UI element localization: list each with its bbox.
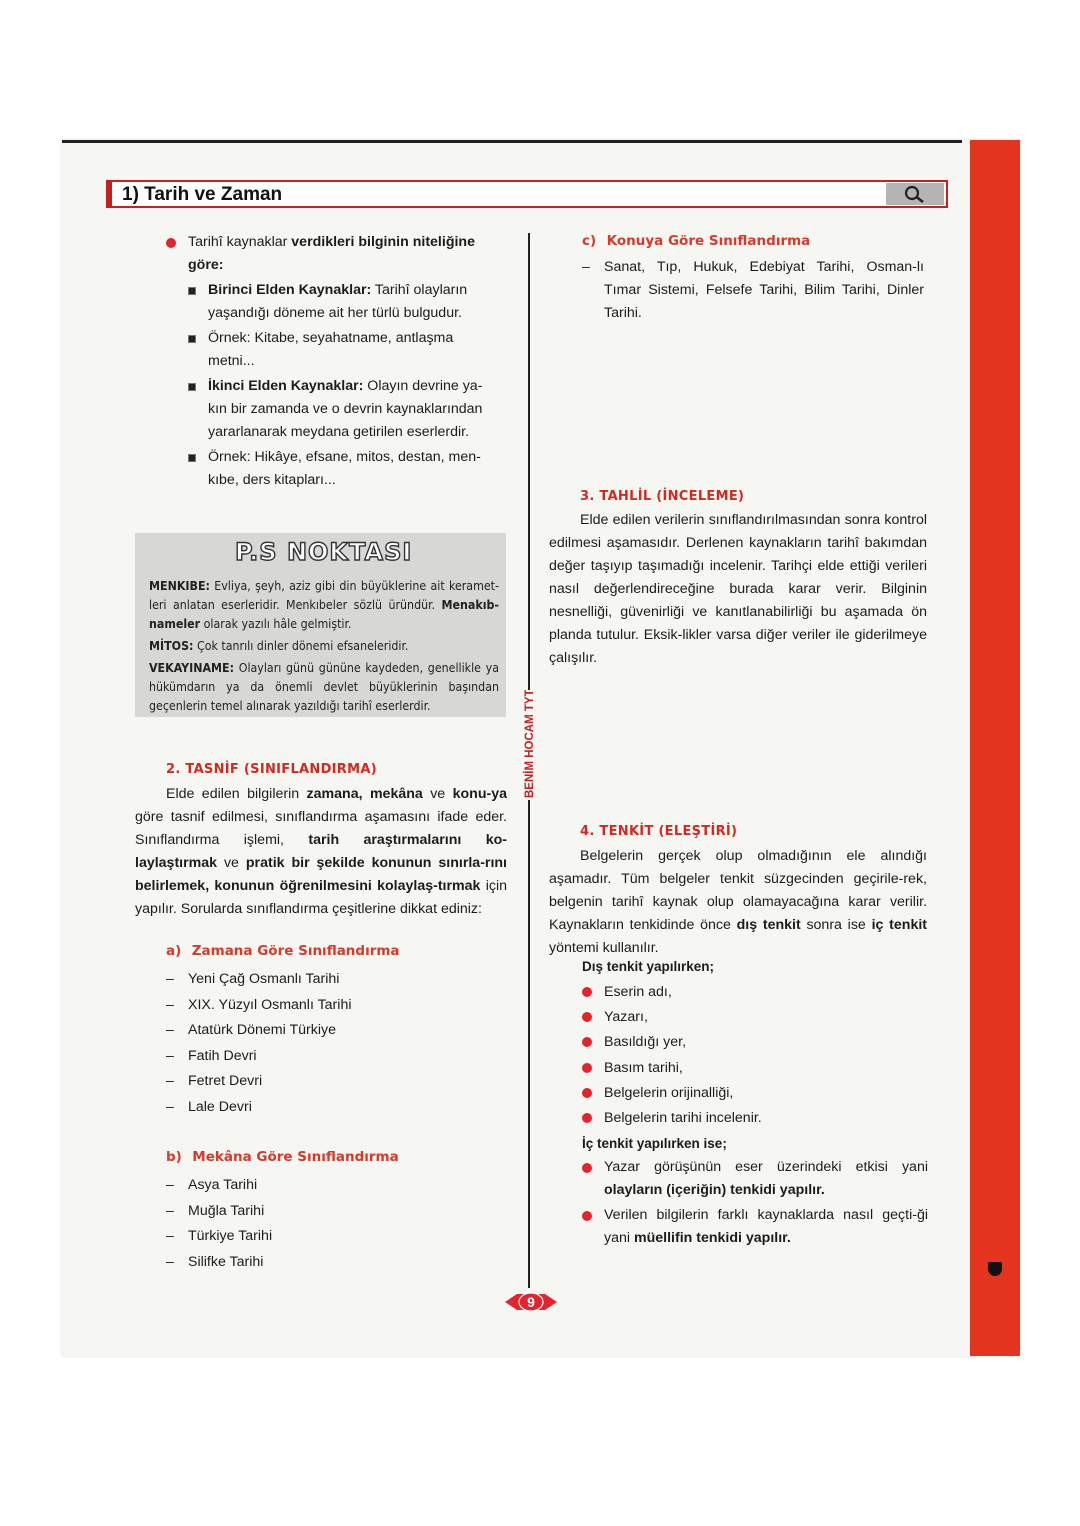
tenkit-p2: sonra ise [800, 917, 872, 933]
list-item-text: Yeni Çağ Osmanlı Tarihi [188, 971, 340, 987]
list-item-text: Yazarı, [604, 1009, 648, 1026]
list-item-text: Basıldığı yer, [604, 1034, 687, 1051]
tasnif-heading: 2. TASNİF (SINIFLANDIRMA) [166, 762, 377, 777]
ps-note-text [149, 577, 499, 716]
red-bullet-icon [582, 1211, 592, 1221]
search-icon [886, 183, 944, 205]
sub-label-a: a) [166, 943, 182, 959]
tab-marker-icon [988, 1262, 1002, 1276]
list-item: – Lale Devri [166, 1098, 252, 1115]
red-bullet-icon [582, 1063, 592, 1073]
tenkit-paragraph [549, 845, 927, 960]
internal-critique-bold-1: olayların (içeriğin) tenkidi yapılır. [604, 1182, 825, 1198]
mitos-label: MİTOS: [149, 639, 194, 653]
list-item [582, 1106, 924, 1131]
tasnif-b2: konu-ya [452, 786, 508, 802]
tasnif-paragraph [135, 783, 507, 921]
sub-title-c: Konuya Göre Sınıflandırma [606, 233, 811, 249]
list-item-text: Türkiye Tarihi [188, 1228, 273, 1245]
time-classification-title [166, 942, 400, 960]
topic-classification-text: – Sanat, Tıp, Hukuk, Edebiyat Tarihi, Osman-lı Tımar Sistemi, Felsefe Tarihi, Bilim Tarihi, Dinler Tarihi. [582, 259, 924, 321]
internal-critique-bold-2: müellifin tenkidi yapılır. [633, 1230, 791, 1246]
external-critique-list [582, 980, 924, 1131]
list-item: – Atatürk Dönemi Türkiye [166, 1022, 336, 1039]
intro-text: Tarihî kaynaklar [188, 234, 292, 250]
example-1-line-2: metni... [208, 353, 255, 369]
red-bullet-icon [166, 238, 176, 248]
menkibe-text: Evliya, şeyh, aziz gibi din büyüklerine ait keramet-leri anlatan eserleridir. Menkıbeler sözlü üründür. [149, 579, 499, 612]
square-bullet-icon [188, 335, 196, 343]
list-item: – Asya Tarihi [166, 1177, 258, 1193]
tenkit-heading: 4. TENKİT (ELEŞTİRİ) [580, 824, 738, 839]
list-item: – Türkiye Tarihi [166, 1228, 273, 1245]
list-item-text: Atatürk Dönemi Türkiye [188, 1022, 336, 1039]
second-hand-text-2: kın bir zamanda ve o devrin kaynaklarından [208, 401, 483, 417]
example-1-line-1: Örnek: Kitabe, seyahatname, antlaşma [208, 330, 454, 346]
list-item: – Silifke Tarihi [166, 1253, 264, 1270]
first-hand-text-1: Tarihî olayların [371, 282, 468, 298]
red-bullet-icon [582, 987, 592, 997]
list-item-text: Fetret Devri [188, 1073, 263, 1090]
mitos-text: Çok tanrılı dinler dönemi efsaneleridir. [193, 639, 409, 653]
side-label: BENİM HOCAM TYT [524, 690, 536, 798]
list-item-text: Silifke Tarihi [188, 1253, 264, 1270]
place-classification-title [166, 1148, 399, 1166]
second-hand-label: İkinci Elden Kaynaklar: [208, 378, 364, 394]
example-2-line-1: Örnek: Hikâye, efsane, mitos, destan, men- [208, 449, 481, 465]
tasnif-p5: için yapılır. Sorularda sınıflandırma çeşitlerine dikkat ediniz: [135, 878, 507, 917]
sub-title-a: Zamana Göre Sınıflandırma [191, 943, 400, 959]
tasnif-p2: ve [422, 786, 453, 802]
vekayiname-text: Olayları günü gününe kaydeden, genellikle ya hükümdarın ya da önemli devlet büyüklerinin başından geçenlerin temel alınarak yazıldığı tarihî eserlerdir. [149, 661, 499, 713]
side-red-tab [970, 140, 1020, 1356]
menkibe-label: MENKIBE: [149, 579, 210, 593]
sources-intro [166, 231, 508, 492]
tasnif-b4: pratik bir şekilde konunun sınırla-rını belirlemek, konunun öğrenilmesini kolaylaş-tırmak [135, 855, 507, 894]
intro-bold: verdikleri bilginin niteliğine göre: [188, 234, 475, 273]
list-item-text: Muğla Tarihi [188, 1202, 265, 1219]
list-item: – Fetret Devri [166, 1073, 263, 1090]
tahlil-paragraph: Elde edilen verilerin sınıflandırılmasından sonra kontrol edilmesi aşamasıdır. Derlenen kaynakların tarihî bakımdan değer taşıyıp taşımadığı incelenir. Tarihçi elde ettiği verileri nasıl değerlendireceğine burada karar verir. Bilginin nesnelliği, güvenirliği ve kanıtlanabilirliği bu aşamada ön planda tutulur. Eksik-likler varsa diğer veriler ile giderilmeye çalışılır. [549, 512, 927, 666]
time-classification-list [166, 967, 496, 1121]
internal-critique-text-2: Verilen bilgilerin farklı kaynaklarda nasıl geçti-ği yani [604, 1207, 928, 1246]
list-item-text: Belgelerin orijinalliği, [604, 1084, 734, 1101]
list-item [582, 1005, 924, 1030]
list-item-text: Asya Tarihi [188, 1177, 258, 1193]
internal-critique-text-1: Yazar görüşünün eser üzerindeki etkisi yani [604, 1159, 928, 1175]
page-number: 9 [527, 1294, 535, 1310]
red-bullet-icon [582, 1037, 592, 1047]
list-item [582, 1081, 924, 1106]
tenkit-b2: iç tenkit [871, 917, 927, 933]
menkibe-bold: Menakıb-nameler [149, 598, 499, 631]
tasnif-b3: tarih araştırmalarını ko-laylaştırmak [135, 832, 507, 871]
internal-critique-heading: İç tenkit yapılırken ise; [582, 1136, 727, 1151]
ps-note-box [135, 533, 506, 717]
ps-note-title: P.S NOKTASI [235, 538, 413, 566]
internal-critique-item-1 [582, 1156, 928, 1202]
list-item [582, 980, 924, 1005]
list-item-text: Lale Devri [188, 1098, 252, 1115]
vekayiname-label: VEKAYINAME: [149, 661, 235, 675]
tenkit-p1: Belgelerin gerçek olup olmadığının ele alındığı aşamadır. Tüm belgeler tenkit süzgecinden geçirile-rek, belgenin tarihî kaynak olup olamayacağına karar verilir. Kaynakların tenkidinde önce [549, 848, 927, 933]
list-item-text: Eserin adı, [604, 984, 672, 1000]
sub-label-c: c) [582, 233, 597, 249]
tenkit-b1: dış tenkit [736, 917, 801, 933]
list-item: – XIX. Yüzyıl Osmanlı Tarihi [166, 996, 352, 1013]
square-bullet-icon [188, 454, 196, 462]
tahlil-heading: 3. TAHLİL (İNCELEME) [580, 489, 745, 504]
tasnif-b1: zamana, mekâna [306, 786, 423, 802]
first-hand-label: Birinci Elden Kaynaklar: [208, 282, 372, 298]
list-item: – Fatih Devri [166, 1047, 257, 1064]
square-bullet-icon [188, 287, 196, 295]
second-hand-text-1: Olayın devrine ya- [363, 378, 483, 394]
internal-critique-item-2 [582, 1204, 928, 1250]
external-critique-heading: Dış tenkit yapılırken; [582, 959, 715, 974]
page-number-badge [505, 1290, 557, 1314]
tenkit-p3: yöntemi kullanılır. [549, 940, 659, 956]
red-bullet-icon [582, 1113, 592, 1123]
place-classification-list [166, 1173, 496, 1275]
red-bullet-icon [582, 1163, 592, 1173]
example-2-line-2: kıbe, ders kitapları... [208, 472, 336, 488]
second-hand-text-3: yararlanarak meydana getirilen eserlerdir. [208, 424, 470, 440]
list-item-text: XIX. Yüzyıl Osmanlı Tarihi [188, 996, 352, 1013]
list-item-text: Belgelerin tarihi incelenir. [604, 1110, 762, 1127]
list-item: – Yeni Çağ Osmanlı Tarihi [166, 971, 340, 987]
topic-classification-body: Sanat, Tıp, Hukuk, Edebiyat Tarihi, Osman-lı Tımar Sistemi, Felsefe Tarihi, Bilim Tarihi, Dinler Tarihi. [604, 259, 924, 321]
list-item-text: Basım tarihi, [604, 1059, 683, 1076]
square-bullet-icon [188, 383, 196, 391]
red-bullet-icon [582, 1012, 592, 1022]
first-hand-text-2: yaşandığı döneme ait her türlü bulgudur. [208, 305, 462, 321]
side-label-box [519, 690, 539, 800]
section-title: 1) Tarih ve Zaman [122, 184, 283, 205]
tasnif-p4: ve [217, 855, 246, 871]
section-header [106, 180, 948, 208]
topic-classification-title [582, 232, 810, 250]
sub-label-b: b) [166, 1149, 182, 1165]
tasnif-p1: Elde edilen bilgilerin [166, 786, 307, 802]
page-top-line [62, 140, 962, 143]
list-item [582, 1056, 924, 1081]
list-item: – Muğla Tarihi [166, 1202, 265, 1219]
tasnif-p3: göre tasnif edilmesi, sınıflandırma aşamasını ifade eder. Sınıflandırma işlemi, [135, 809, 507, 848]
list-item-text: Fatih Devri [188, 1047, 257, 1064]
red-bullet-icon [582, 1088, 592, 1098]
sub-title-b: Mekâna Göre Sınıflandırma [192, 1149, 399, 1165]
list-item [582, 1030, 924, 1055]
menkibe-tail: olarak yazılı hâle gelmiştir. [200, 617, 352, 631]
